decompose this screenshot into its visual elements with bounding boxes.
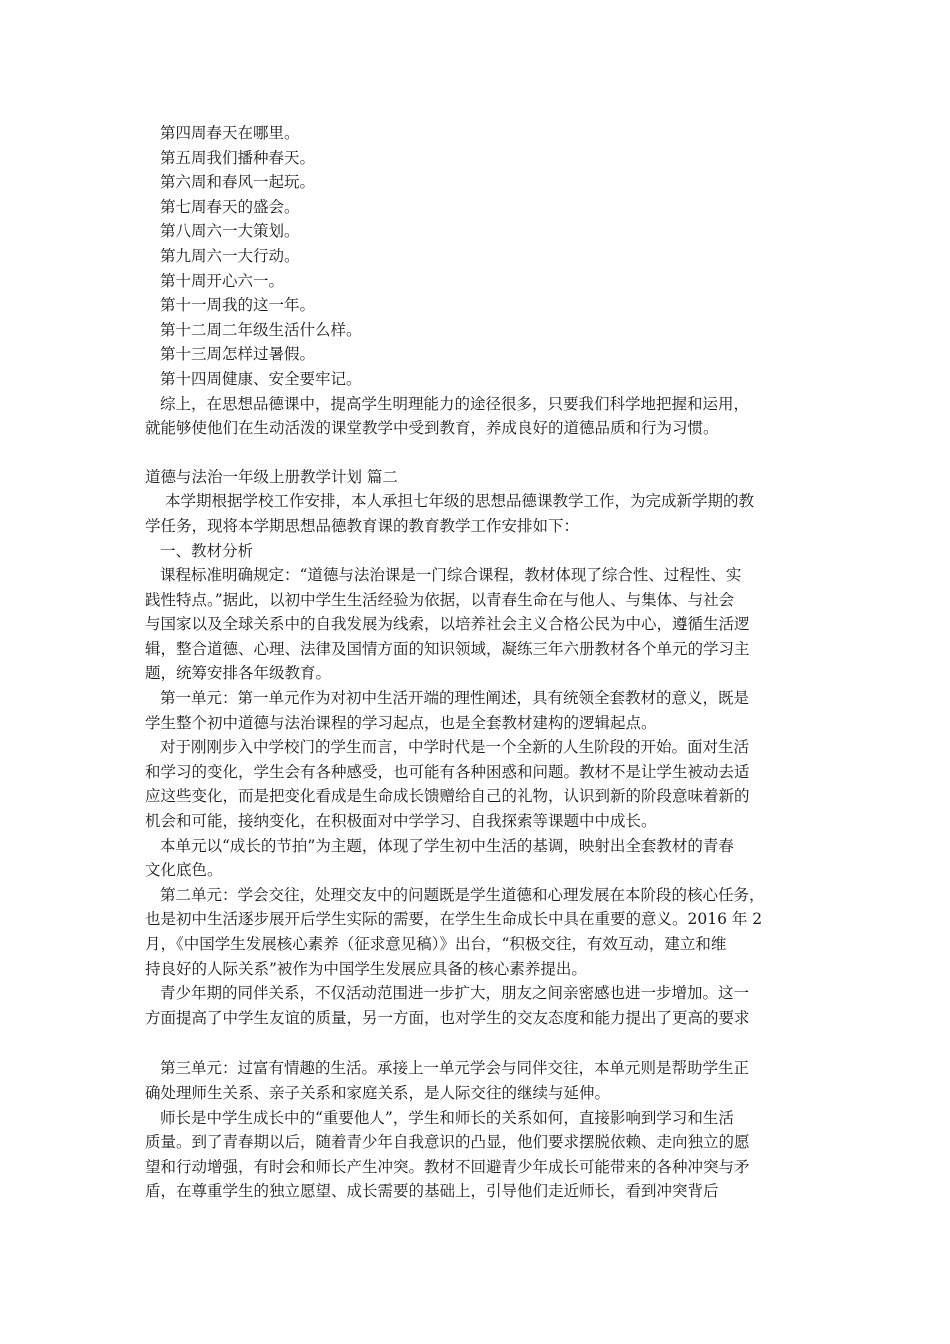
week-item: 第十三周怎样过暑假。 [160,345,316,364]
paragraph-line: 青少年期的同伴关系，不仅活动范围进一步扩大，朋友之间亲密感也进一步增加。这一 [160,984,750,1003]
paragraph-line: 师长是中学生成长中的“重要他人”，学生和师长的关系如何，直接影响到学习和生活 [160,1108,734,1127]
unit2-detail-paragraph [145,981,815,1030]
standard-paragraph [145,563,815,686]
week-item: 第五周我们播种春天。 [160,148,316,167]
heading-textbook-analysis: 一、教材分析 [160,541,254,560]
paragraph-line: 第二单元：学会交往，处理交友中的问题既是学生道德和心理发展在本阶段的核心任务， [160,885,765,904]
paragraph-line: 方面提高了中学生友谊的质量，另一方面，也对学生的交友态度和能力提出了更高的要求 [145,1008,750,1027]
paragraph-line: 望和行动增强，有时会和师长产生冲突。教材不回避青少年成长可能带来的各种冲突与矛 [145,1157,750,1176]
paragraph-line: 确处理师生关系、亲子关系和家庭关系，是人际交往的继续与延伸。 [145,1083,611,1102]
document-body [145,121,815,1204]
week-item: 第十四周健康、安全要牢记。 [160,369,362,388]
week-item: 第十周开心六一。 [160,271,285,290]
unit3-detail-paragraph [145,1106,815,1204]
paragraph-line: 质量。到了青春期以后，随着青少年自我意识的凸显，他们要求摆脱依赖、走向独立的愿 [145,1133,750,1152]
paragraph-line: 也是初中生活逐步展开后学生实际的需要，在学生生命成长中具在重要的意义。2016 年 2 [145,910,763,929]
unit2-paragraph [145,883,815,981]
week-item: 第七周春天的盛会。 [160,197,300,216]
week-item: 第四周春天在哪里。 [160,124,300,142]
intro-paragraph [145,489,815,538]
summary-line: 就能够使他们在生动活泼的课堂教学中受到教育，养成良好的道德品质和行为习惯。 [145,419,719,438]
paragraph-line: 盾，在尊重学生的独立愿望、成长需要的基础上，引导他们走近师长，看到冲突背后 [145,1182,719,1201]
paragraph-line: 辑，整合道德、心理、法律及国情方面的知识领域，凝练三年六册教材各个单元的学习主 [145,639,750,658]
week-item: 第十一周我的这一年。 [160,296,316,315]
paragraph-line: 应这些变化，而是把变化看成是生命成长馈赠给自己的礼物，认识到新的阶段意味着新的 [145,787,750,806]
intro-line: 学任务，现将本学期思想品德教育课的教育教学工作安排如下： [145,516,580,535]
unit1-detail-paragraph [145,735,815,833]
summary-line: 综上，在思想品德课中，提高学生明理能力的途径很多，只要我们科学地把握和运用， [160,394,750,413]
unit1-paragraph [145,686,815,735]
paragraph-line: 践性特点。”据此，以初中学生生活经验为依据，以青春生命在与他人、与集体、与社会 [145,590,735,609]
paragraph-line: 持良好的人际关系”被作为中国学生发展应具备的核心素养提出。 [145,959,587,978]
paragraph-line: 月，《中国学生发展核心素养（征求意见稿）》出台，“积极交往，有效互动，建立和维 [145,935,727,953]
paragraph-line: 第三单元：过富有情趣的生活。承接上一单元学会与同伴交往，本单元则是帮助学生正 [160,1059,750,1078]
unit1-theme-paragraph [145,834,815,883]
unit3-paragraph [145,1056,815,1105]
paragraph-line: 机会和可能，接纳变化，在积极面对中学学习、自我探索等课题中中成长。 [145,812,657,831]
week-item: 第九周六一大行动。 [160,246,300,265]
summary-paragraph [145,392,815,441]
paragraph-line: 文化底色。 [145,861,223,880]
paragraph-line: 本单元以“成长的节拍”为主题，体现了学生初中生活的基调，映射出全套教材的青春 [160,836,734,855]
intro-line: 本学期根据学校工作安排，本人承担七年级的思想品德课教学工作，为完成新学期的教 [165,492,755,511]
week-list [145,121,815,392]
paragraph-line: 与国家以及全球关系中的自我发展为线索，以培养社会主义合格公民为中心，遵循生活逻 [145,615,750,634]
paragraph-line: 和学习的变化，学生会有各种感受，也可能有各种困惑和问题。教材不是让学生被动去适 [145,762,750,781]
section-title: 道德与法治一年级上册教学计划 篇二 [145,467,398,486]
paragraph-line: 第一单元：第一单元作为对初中生活开端的理性阐述，具有统领全套教材的意义，既是 [160,689,750,708]
week-item: 第六周和春风一起玩。 [160,173,316,192]
paragraph-line: 题，统筹安排各年级教育。 [145,664,332,683]
week-item: 第十二周二年级生活什么样。 [160,320,362,339]
paragraph-line: 学生整个初中道德与法治课程的学习起点，也是全套教材建构的逻辑起点。 [145,713,657,732]
paragraph-line: 课程标准明确规定：“道德与法治课是一门综合课程，教材体现了综合性、过程性、实 [160,566,742,585]
paragraph-line: 对于刚刚步入中学校门的学生而言，中学时代是一个全新的人生阶段的开始。面对生活 [160,738,750,757]
week-item: 第八周六一大策划。 [160,222,300,241]
